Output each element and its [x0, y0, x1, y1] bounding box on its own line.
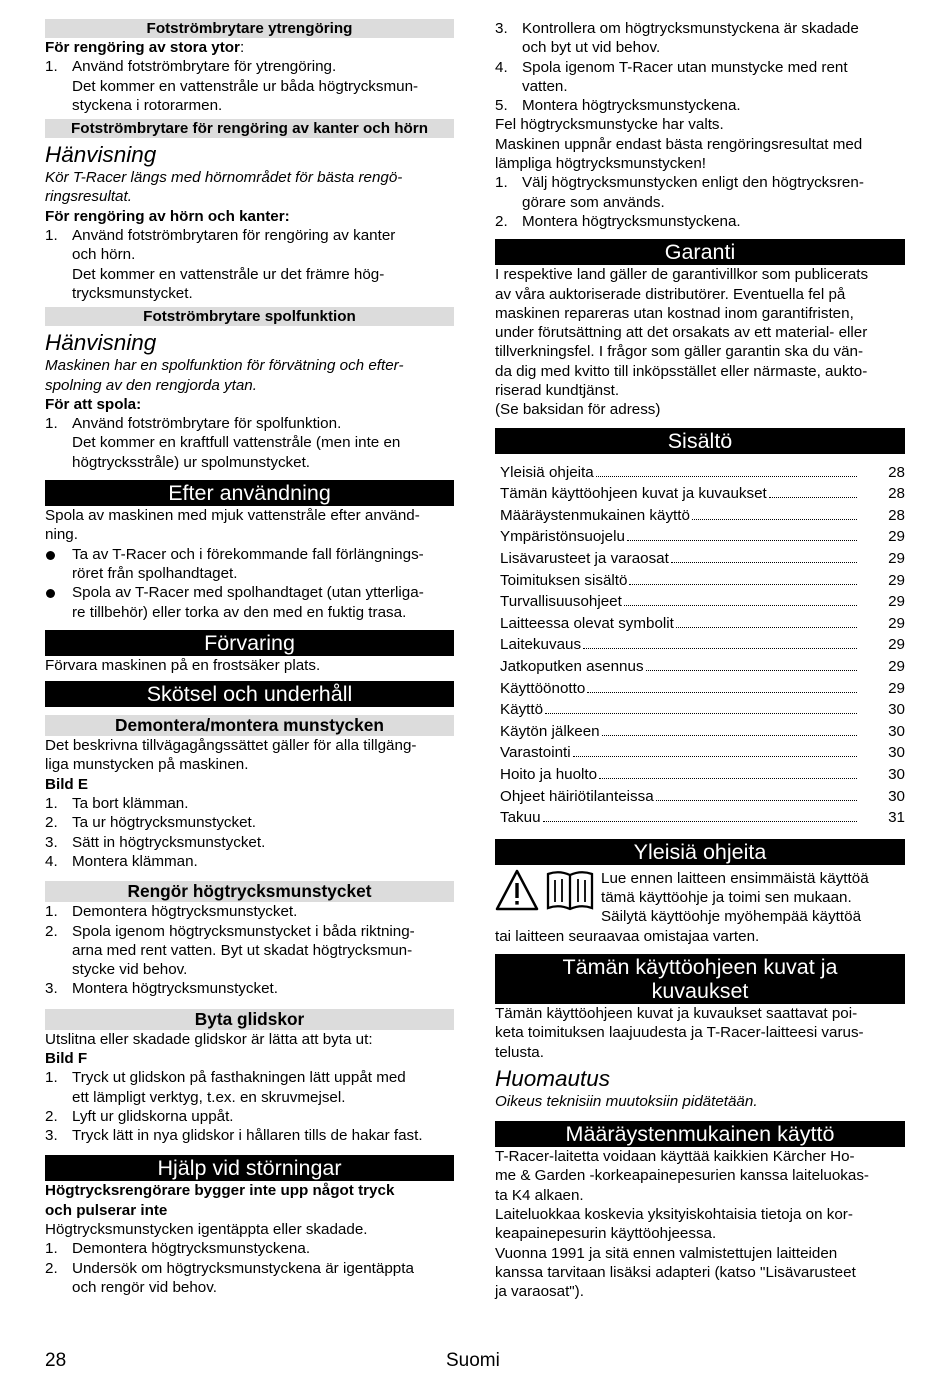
toc-page-number: 31 — [888, 809, 905, 827]
toc-page-number: 29 — [888, 679, 905, 697]
toc-leader-dots — [602, 735, 857, 736]
steps-list — [45, 902, 454, 998]
lead-text — [45, 38, 454, 57]
list-item-line: och rengör vid behov. — [72, 1278, 217, 1296]
text-line: och pulserar inte — [45, 1201, 168, 1219]
toc-page-number: 29 — [888, 550, 905, 568]
figure-ref: Bild E — [45, 775, 89, 793]
text-line: da dig med kvitto till inköpsstället eller närmaste, aukto- — [495, 362, 868, 380]
toc-row[interactable] — [500, 591, 905, 613]
list-item-line: Använd fotströmbrytare för spolfunktion. — [72, 415, 342, 433]
toc-leader-dots — [624, 605, 857, 606]
body-text — [45, 1030, 454, 1049]
list-item — [45, 226, 454, 303]
text-line: kuvaukset — [651, 978, 749, 1003]
text-line: keapainepesurin käyttöohjeessa. — [495, 1225, 717, 1243]
toc-title: Ympäristönsuojelu — [500, 528, 625, 546]
list-item — [45, 902, 454, 921]
general-notice — [495, 869, 905, 927]
text-line: spolning av den rengjorda ytan. — [45, 376, 257, 394]
toc-title: Käyttöönotto — [500, 679, 586, 697]
text-line: kanssa tarvitaan lisäksi adapteri (katso "Lisävarusteet — [495, 1263, 856, 1281]
body-text: Förvara maskinen på en frostsäker plats. — [45, 656, 321, 674]
text-line: tillverkningsfel. I frågor som gäller garantin ska du vän- — [495, 343, 864, 361]
toc-title: Käytön jälkeen — [500, 722, 600, 740]
list-item-line: styckena i rotorarmen. — [72, 96, 223, 114]
list-number: 1. — [45, 1069, 58, 1087]
list-number: 1. — [45, 1240, 58, 1258]
toc-page-number: 28 — [888, 485, 905, 503]
list-item — [45, 979, 454, 998]
list-number: 3. — [45, 980, 58, 998]
toc-title: Yleisiä ohjeita — [500, 463, 594, 481]
section-heading-general: Yleisiä ohjeita — [495, 839, 905, 865]
body-text — [45, 506, 454, 545]
text-line: I respektive land gäller de garantivillkor som publicerats — [495, 266, 869, 284]
toc-title: Määräystenmukainen käyttö — [500, 506, 690, 524]
manual-book-icon — [545, 869, 595, 916]
toc-leader-dots — [573, 756, 857, 757]
list-item-line: Använd fotströmbrytaren för rengöring av kanter — [72, 227, 396, 245]
text-line: keta toimituksen laajuudesta ja T-Racer-laitteesi varus- — [495, 1024, 864, 1042]
list-item — [45, 922, 454, 980]
toc-page-number: 29 — [888, 593, 905, 611]
body-text — [45, 736, 454, 775]
subheading-clean-nozzle: Rengör högtrycksmunstycket — [45, 881, 454, 902]
text-line: Maskinen uppnår endast bästa rengöringsresultat med — [495, 135, 863, 153]
list-number: 1. — [45, 227, 58, 245]
list-item-line: Använd fotströmbrytare för ytrengöring. — [72, 58, 337, 76]
toc-title: Käyttö — [500, 701, 544, 719]
steps-list — [495, 173, 905, 231]
toc-leader-dots — [587, 692, 857, 693]
text-line: Laiteluokkaa koskevia yksityiskohtaisia tietoja on kor- — [495, 1206, 853, 1223]
text-line: T-Racer-laitetta voidaan käyttää kaikkien Kärcher Ho- — [495, 1148, 855, 1166]
section-heading-after-use: Efter användning — [45, 480, 454, 506]
steps-list — [45, 1068, 454, 1145]
bullet-item — [45, 545, 454, 584]
toc-leader-dots — [692, 519, 857, 520]
toc-page-number: 28 — [888, 506, 905, 524]
list-item-line: Montera högtrycksmunstycket. — [72, 980, 278, 998]
list-item-line: Sätt in högtrycksmunstycket. — [72, 833, 266, 851]
toc-page-number: 29 — [888, 528, 905, 546]
toc-row[interactable] — [500, 786, 905, 808]
list-item-line: och byt ut vid behov. — [522, 39, 661, 57]
notice-text — [601, 869, 869, 927]
toc-title: Turvallisuusohjeet — [500, 593, 622, 611]
list-item — [45, 852, 454, 871]
lead-bold: För rengöring av stora ytor — [45, 39, 240, 56]
toc-leader-dots — [543, 821, 857, 822]
lead-text: För att spola: — [45, 395, 142, 413]
text-line: Kör T-Racer längs med hörnområdet för bästa rengö- — [45, 169, 403, 187]
text-line: ta K4 alkaen. — [495, 1186, 584, 1204]
subheading-nozzles: Demontera/montera munstycken — [45, 715, 454, 736]
toc-row[interactable] — [500, 526, 905, 548]
left-column — [45, 19, 454, 1297]
toc-leader-dots — [671, 562, 857, 563]
toc-page-number: 29 — [888, 614, 905, 632]
text-line: maskinen repareras utan kostnad inom garantifristen, — [495, 304, 854, 322]
list-item-line: Tryck ut glidskon på fasthakningen lätt uppåt med — [72, 1069, 406, 1087]
toc-row[interactable] — [500, 807, 905, 829]
list-item-line: Montera högtrycksmunstyckena. — [522, 212, 741, 230]
table-of-contents — [500, 462, 905, 829]
body-text — [495, 1004, 905, 1062]
list-number: 1. — [495, 174, 508, 192]
toc-leader-dots — [545, 713, 857, 714]
text-line: (Se baksidan för adress) — [495, 401, 661, 419]
section-heading-storage: Förvaring — [45, 630, 454, 656]
toc-row[interactable] — [500, 742, 905, 764]
list-item-line: Demontera högtrycksmunstycket. — [72, 903, 298, 921]
list-number: 1. — [45, 415, 58, 433]
body-text: Högtrycksmunstycken igentäppta eller skadade. — [45, 1221, 368, 1239]
toc-title: Laitekuvaus — [500, 636, 582, 654]
list-item — [45, 1259, 454, 1298]
list-item-line: Ta bort klämman. — [72, 795, 189, 813]
text-line: Maskinen har en spolfunktion för förvätning och efter- — [45, 357, 404, 375]
toc-title: Lisävarusteet ja varaosat — [500, 550, 669, 568]
section-heading-figures — [495, 954, 905, 1004]
list-item-line: ett lämpligt verktyg, t.ex. en skruvmejsel. — [72, 1088, 346, 1106]
subheading-glide-shoes: Byta glidskor — [45, 1009, 454, 1030]
steps-list — [45, 226, 454, 303]
toc-row[interactable] — [500, 721, 905, 743]
list-number: 1. — [45, 795, 58, 813]
list-item-line: Det kommer en kraftfull vattenstråle (men inte en — [72, 434, 401, 452]
list-item-line: Spola igenom högtrycksmunstycket i båda riktning- — [72, 922, 415, 940]
toc-page-number: 29 — [888, 571, 905, 589]
list-item-line: Undersök om högtrycksmunstyckena är igentäppta — [72, 1259, 414, 1277]
note-text: Oikeus teknisiin muutoksiin pidätetään. — [495, 1092, 758, 1110]
list-item-line: Montera högtrycksmunstyckena. — [522, 97, 741, 115]
toc-leader-dots — [599, 778, 857, 779]
note-title: Hänvisning — [45, 142, 157, 168]
subheading-edge-switch: Fotströmbrytare för rengöring av kanter och hörn — [45, 119, 454, 138]
list-item — [495, 19, 905, 58]
text-line: Utslitna eller skadade glidskor är lätta att byta ut: — [45, 1030, 373, 1048]
text-line: liga munstycken på maskinen. — [45, 756, 249, 774]
toc-title: Varastointi — [500, 744, 571, 762]
toc-page-number: 29 — [888, 636, 905, 654]
list-item-line: görare som används. — [522, 193, 665, 211]
text-line: av våra auktoriserade distributörer. Eventuella fel på — [495, 285, 846, 303]
list-item — [495, 212, 905, 231]
language-label: Suomi — [446, 1350, 500, 1371]
list-item-line: Välj högtrycksmunstycken enligt den högtrycksren- — [522, 174, 864, 192]
lead-rest: : — [239, 39, 245, 56]
list-number: 2. — [45, 922, 58, 940]
list-item-line: Ta ur högtrycksmunstycket. — [72, 814, 256, 832]
text-line: lämpliga högtrycksmunstycken! — [495, 155, 707, 173]
section-heading-contents: Sisältö — [495, 428, 905, 454]
section-heading-intended-use: Määräystenmukainen käyttö — [495, 1121, 905, 1147]
list-number: 2. — [495, 212, 508, 230]
toc-row[interactable] — [500, 764, 905, 786]
toc-row[interactable] — [500, 678, 905, 700]
steps-list — [45, 794, 454, 871]
list-item — [45, 833, 454, 852]
list-item-line: Tryck lätt in nya glidskor i hållaren tills de hakar fast. — [72, 1127, 423, 1145]
text-line: Tämän käyttöohjeen kuvat ja kuvaukset saattavat poi- — [495, 1004, 858, 1022]
bullet-item-line: Spola av T-Racer med spolhandtaget (utan ytterliga- — [72, 584, 424, 602]
list-item — [45, 794, 454, 813]
list-item-line: trycksmunstycket. — [72, 284, 193, 302]
lead-text: För rengöring av hörn och kanter: — [45, 207, 290, 225]
toc-row[interactable] — [500, 483, 905, 505]
text-line: under förutsättning att det orsakats av ett material- eller — [495, 324, 868, 342]
text-line: ja varaosat"). — [495, 1283, 584, 1301]
toc-leader-dots — [646, 670, 857, 671]
bullet-item-line: röret från spolhandtaget. — [72, 564, 238, 582]
text-line: Spola av maskinen med mjuk vattenstråle efter använd- — [45, 507, 420, 525]
list-number: 4. — [45, 852, 58, 870]
text-line: Vuonna 1991 ja sitä ennen valmistettujen laitteiden — [495, 1244, 838, 1262]
list-item-line: Demontera högtrycksmunstyckena. — [72, 1240, 311, 1258]
list-item-line: Det kommer en vattenstråle ur det främre hög- — [72, 265, 385, 283]
list-number: 2. — [45, 1259, 58, 1277]
section-heading-troubleshooting: Hjälp vid störningar — [45, 1155, 454, 1181]
text-line: Säilytä käyttöohje myöhempää käyttöä — [601, 908, 862, 926]
figure-ref: Bild F — [45, 1049, 88, 1067]
bullet-item — [45, 583, 454, 622]
list-item — [45, 1239, 454, 1258]
text-line: tämä käyttöohje ja toimi sen mukaan. — [601, 889, 852, 907]
toc-row[interactable] — [500, 656, 905, 678]
list-item-line: arna med rent vatten. Byt ut skadat högtrycksmun- — [72, 941, 413, 959]
list-item — [495, 58, 905, 97]
toc-page-number: 30 — [888, 744, 905, 762]
list-item — [45, 813, 454, 832]
list-item — [45, 1068, 454, 1107]
toc-title: Jatkoputken asennus — [500, 657, 644, 675]
toc-page-number: 29 — [888, 657, 905, 675]
list-item-line: högtrycksstråle) ur spolmunstycket. — [72, 453, 311, 471]
list-item-line: Kontrollera om högtrycksmunstyckena är skadade — [522, 20, 859, 37]
list-item-line: Spola igenom T-Racer utan munstycke med rent — [522, 58, 848, 76]
toc-title: Laitteessa olevat symbolit — [500, 614, 674, 632]
list-item — [45, 57, 454, 115]
problem-title — [45, 1181, 454, 1220]
toc-page-number: 30 — [888, 787, 905, 805]
toc-title: Takuu — [500, 809, 541, 827]
toc-title: Tämän käyttöohjeen kuvat ja kuvaukset — [500, 485, 767, 503]
text-line: Högtrycksrengörare bygger inte upp något tryck — [45, 1182, 395, 1200]
notice-text-last: tai laitteen seuraavaa omistajaa varten. — [495, 927, 760, 945]
toc-row[interactable] — [500, 613, 905, 635]
list-item-line: Det kommer en vattenstråle ur båda högtrycksmun- — [72, 77, 419, 95]
list-number: 5. — [495, 97, 508, 115]
steps-list — [45, 1239, 454, 1297]
bullet-item-line: Ta av T-Racer och i förekommande fall förlängnings- — [72, 545, 424, 563]
note-title: Huomautus — [495, 1065, 611, 1091]
list-item-line: stycke vid behov. — [72, 961, 188, 979]
toc-row[interactable] — [500, 548, 905, 570]
toc-leader-dots — [627, 540, 857, 541]
toc-leader-dots — [676, 627, 857, 628]
body-text — [495, 265, 905, 419]
toc-page-number: 28 — [888, 463, 905, 481]
list-item-line: Lyft ur glidskorna uppåt. — [72, 1107, 234, 1125]
list-item — [495, 96, 905, 115]
list-number: 2. — [45, 814, 58, 832]
body-text — [495, 1147, 905, 1301]
toc-row[interactable] — [500, 505, 905, 527]
list-item-line: och hörn. — [72, 246, 136, 264]
toc-leader-dots — [656, 800, 857, 801]
toc-row[interactable] — [500, 699, 905, 721]
list-item — [45, 1107, 454, 1126]
list-number: 2. — [45, 1107, 58, 1125]
toc-page-number: 30 — [888, 701, 905, 719]
note-title: Hänvisning — [45, 330, 157, 356]
section-heading-warranty: Garanti — [495, 239, 905, 265]
text-line: ringsresultat. — [45, 188, 132, 206]
text-line: Lue ennen laitteen ensimmäistä käyttöä — [601, 869, 869, 887]
toc-leader-dots — [583, 648, 857, 649]
list-number: 3. — [45, 833, 58, 851]
list-item-line: Montera klämman. — [72, 852, 198, 870]
toc-row[interactable] — [500, 634, 905, 656]
toc-title: Ohjeet häiriötilanteissa — [500, 787, 654, 805]
bullet-list — [45, 545, 454, 622]
toc-title: Toimituksen sisältö — [500, 571, 628, 589]
list-item — [45, 1126, 454, 1145]
list-number: 1. — [45, 58, 58, 76]
toc-row[interactable] — [500, 462, 905, 484]
steps-list — [495, 19, 905, 115]
toc-page-number: 30 — [888, 765, 905, 783]
list-number: 3. — [45, 1127, 58, 1145]
section-heading-care: Skötsel och underhåll — [45, 681, 454, 707]
body-text — [495, 115, 905, 173]
subheading-rinse-switch: Fotströmbrytare spolfunktion — [45, 307, 454, 326]
text-line: Tämän käyttöohjeen kuvat ja — [562, 954, 838, 979]
text-line: riserad kundtjänst. — [495, 382, 620, 400]
text-line: telusta. — [495, 1043, 544, 1061]
bullet-item-line: re tillbehör) eller torka av den med en fuktig trasa. — [72, 603, 407, 621]
text-line: Fel högtrycksmunstycke har valts. — [495, 116, 724, 134]
list-number: 3. — [495, 20, 508, 37]
text-line: me & Garden -korkeapainepesurien kanssa laiteluokas- — [495, 1167, 869, 1185]
note-text — [45, 168, 454, 207]
list-number: 4. — [495, 58, 508, 76]
right-column — [495, 19, 905, 1301]
toc-leader-dots — [629, 584, 857, 585]
text-line: ning. — [45, 526, 78, 544]
toc-leader-dots — [596, 476, 857, 477]
list-item — [45, 414, 454, 472]
subheading-surface-switch: Fotströmbrytare ytrengöring — [45, 19, 454, 38]
toc-page-number: 30 — [888, 722, 905, 740]
page-number: 28 — [45, 1350, 67, 1371]
steps-list — [45, 57, 454, 115]
list-item-line: vatten. — [522, 77, 568, 95]
toc-row[interactable] — [500, 570, 905, 592]
steps-list — [45, 414, 454, 472]
toc-leader-dots — [769, 497, 857, 498]
toc-title: Hoito ja huolto — [500, 765, 598, 783]
text-line: Det beskrivna tillvägagångssättet gäller för alla tillgäng- — [45, 737, 417, 755]
list-item — [495, 173, 905, 212]
notice-icons — [495, 869, 595, 916]
note-text — [45, 356, 454, 395]
list-number: 1. — [45, 903, 58, 921]
warning-triangle-icon — [495, 869, 539, 916]
